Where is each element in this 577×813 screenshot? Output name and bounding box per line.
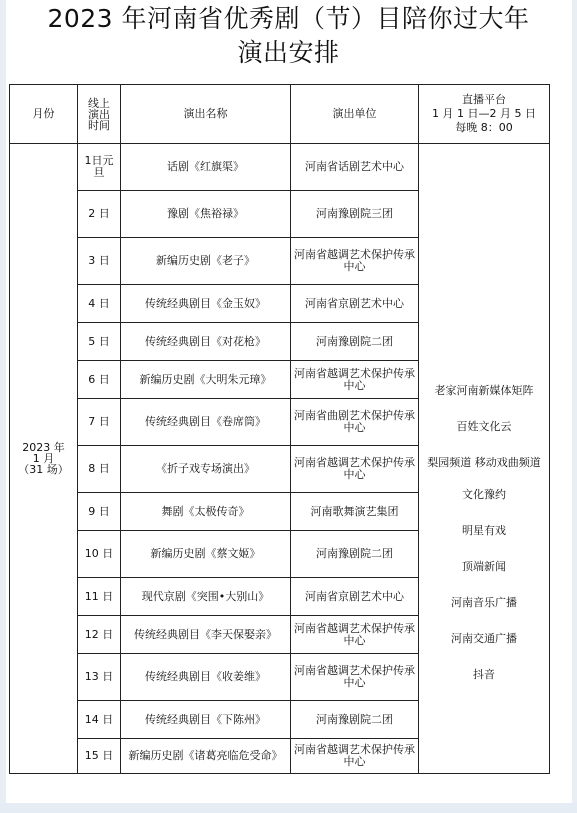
- row-show: 传统经典剧目《金玉奴》: [121, 285, 291, 323]
- row-date: 3 日: [78, 238, 121, 285]
- row-troupe: 河南省越调艺术保护传承中心: [291, 654, 419, 701]
- row-date: 13 日: [78, 654, 121, 701]
- row-date: 11 日: [78, 578, 121, 616]
- row-date: 9 日: [78, 493, 121, 531]
- row-troupe: 河南歌舞演艺集团: [291, 493, 419, 531]
- viewer-bottom-edge: [0, 803, 577, 813]
- header-date-line-1: 线上: [88, 96, 110, 110]
- header-platform: [419, 85, 550, 144]
- header-platform-line-3: 每晚 8：00: [455, 121, 513, 134]
- row-troupe: 河南省京剧艺术中心: [291, 285, 419, 323]
- row-show: 新编历史剧《诸葛亮临危受命》: [121, 739, 291, 774]
- platform-cell: [419, 144, 550, 774]
- month-month: 1 月: [32, 452, 55, 465]
- schedule-table: [9, 84, 550, 774]
- row-show: 豫剧《焦裕禄》: [121, 191, 291, 238]
- row-date: 5 日: [78, 323, 121, 361]
- row-date: 7 日: [78, 399, 121, 446]
- row-date: 6 日: [78, 361, 121, 399]
- row-troupe: 河南省京剧艺术中心: [291, 578, 419, 616]
- platform-item: 老家河南新媒体矩阵: [434, 383, 534, 397]
- row-troupe: 河南省越调艺术保护传承中心: [291, 238, 419, 285]
- header-show-name: 演出名称: [121, 85, 291, 144]
- header-platform-line-1: 直播平台: [462, 93, 506, 106]
- month-year: 2023 年: [22, 441, 65, 454]
- header-date-line-3: 时间: [88, 118, 110, 132]
- header-date-line-2: 演出: [88, 107, 110, 121]
- row-troupe: 河南省越调艺术保护传承中心: [291, 446, 419, 493]
- platform-item: 文化豫约: [462, 487, 506, 501]
- row-date: 15 日: [78, 739, 121, 774]
- month-cell: [10, 144, 78, 774]
- row-troupe: 河南豫剧院三团: [291, 191, 419, 238]
- row-date: 1日元旦: [78, 144, 121, 191]
- platform-item: 河南交通广播: [451, 631, 517, 645]
- row-date: 8 日: [78, 446, 121, 493]
- viewer-right-edge: [572, 0, 577, 813]
- row-show: 舞剧《太极传奇》: [121, 493, 291, 531]
- row-troupe: 河南省话剧艺术中心: [291, 144, 419, 191]
- month-count: （31 场）: [18, 463, 69, 476]
- platform-item: 抖音: [473, 667, 495, 681]
- row-date: 14 日: [78, 701, 121, 739]
- row-show: 传统经典剧目《收姜维》: [121, 654, 291, 701]
- row-show: 传统经典剧目《对花枪》: [121, 323, 291, 361]
- row-troupe: 河南豫剧院二团: [291, 323, 419, 361]
- platform-item: 河南音乐广播: [451, 595, 517, 609]
- title-line-1: 2023 年河南省优秀剧（节）目陪你过大年: [47, 4, 530, 33]
- header-troupe: 演出单位: [291, 85, 419, 144]
- row-date: 10 日: [78, 531, 121, 578]
- row-show: 新编历史剧《蔡文姬》: [121, 531, 291, 578]
- header-date: [78, 85, 121, 144]
- document-title: [0, 2, 577, 70]
- row-show: 传统经典剧目《下陈州》: [121, 701, 291, 739]
- table-header-row: [10, 85, 550, 144]
- row-troupe: 河南省越调艺术保护传承中心: [291, 616, 419, 654]
- table-row: [10, 144, 550, 191]
- row-troupe: 河南省曲剧艺术保护传承中心: [291, 399, 419, 446]
- platform-item: 梨园频道 移动戏曲频道: [427, 455, 541, 469]
- row-show: 现代京剧《突围•大别山》: [121, 578, 291, 616]
- header-month: 月份: [10, 85, 78, 144]
- row-troupe: 河南省越调艺术保护传承中心: [291, 739, 419, 774]
- viewer-left-edge: [0, 0, 6, 813]
- row-show: 《折子戏专场演出》: [121, 446, 291, 493]
- row-show: 新编历史剧《大明朱元璋》: [121, 361, 291, 399]
- row-troupe: 河南省越调艺术保护传承中心: [291, 361, 419, 399]
- row-date: 2 日: [78, 191, 121, 238]
- row-troupe: 河南豫剧院二团: [291, 701, 419, 739]
- platform-item: 顶端新闻: [462, 559, 506, 573]
- header-platform-line-2: 1 月 1 日—2 月 5 日: [432, 107, 536, 120]
- row-show: 传统经典剧目《李天保娶亲》: [121, 616, 291, 654]
- platform-item: 明星有戏: [462, 523, 506, 537]
- row-date: 4 日: [78, 285, 121, 323]
- title-line-2: 演出安排: [237, 38, 340, 67]
- row-troupe: 河南豫剧院二团: [291, 531, 419, 578]
- row-show: 传统经典剧目《卷席筒》: [121, 399, 291, 446]
- platform-item: 百姓文化云: [456, 419, 512, 433]
- row-show: 新编历史剧《老子》: [121, 238, 291, 285]
- row-date: 12 日: [78, 616, 121, 654]
- row-show: 话剧《红旗渠》: [121, 144, 291, 191]
